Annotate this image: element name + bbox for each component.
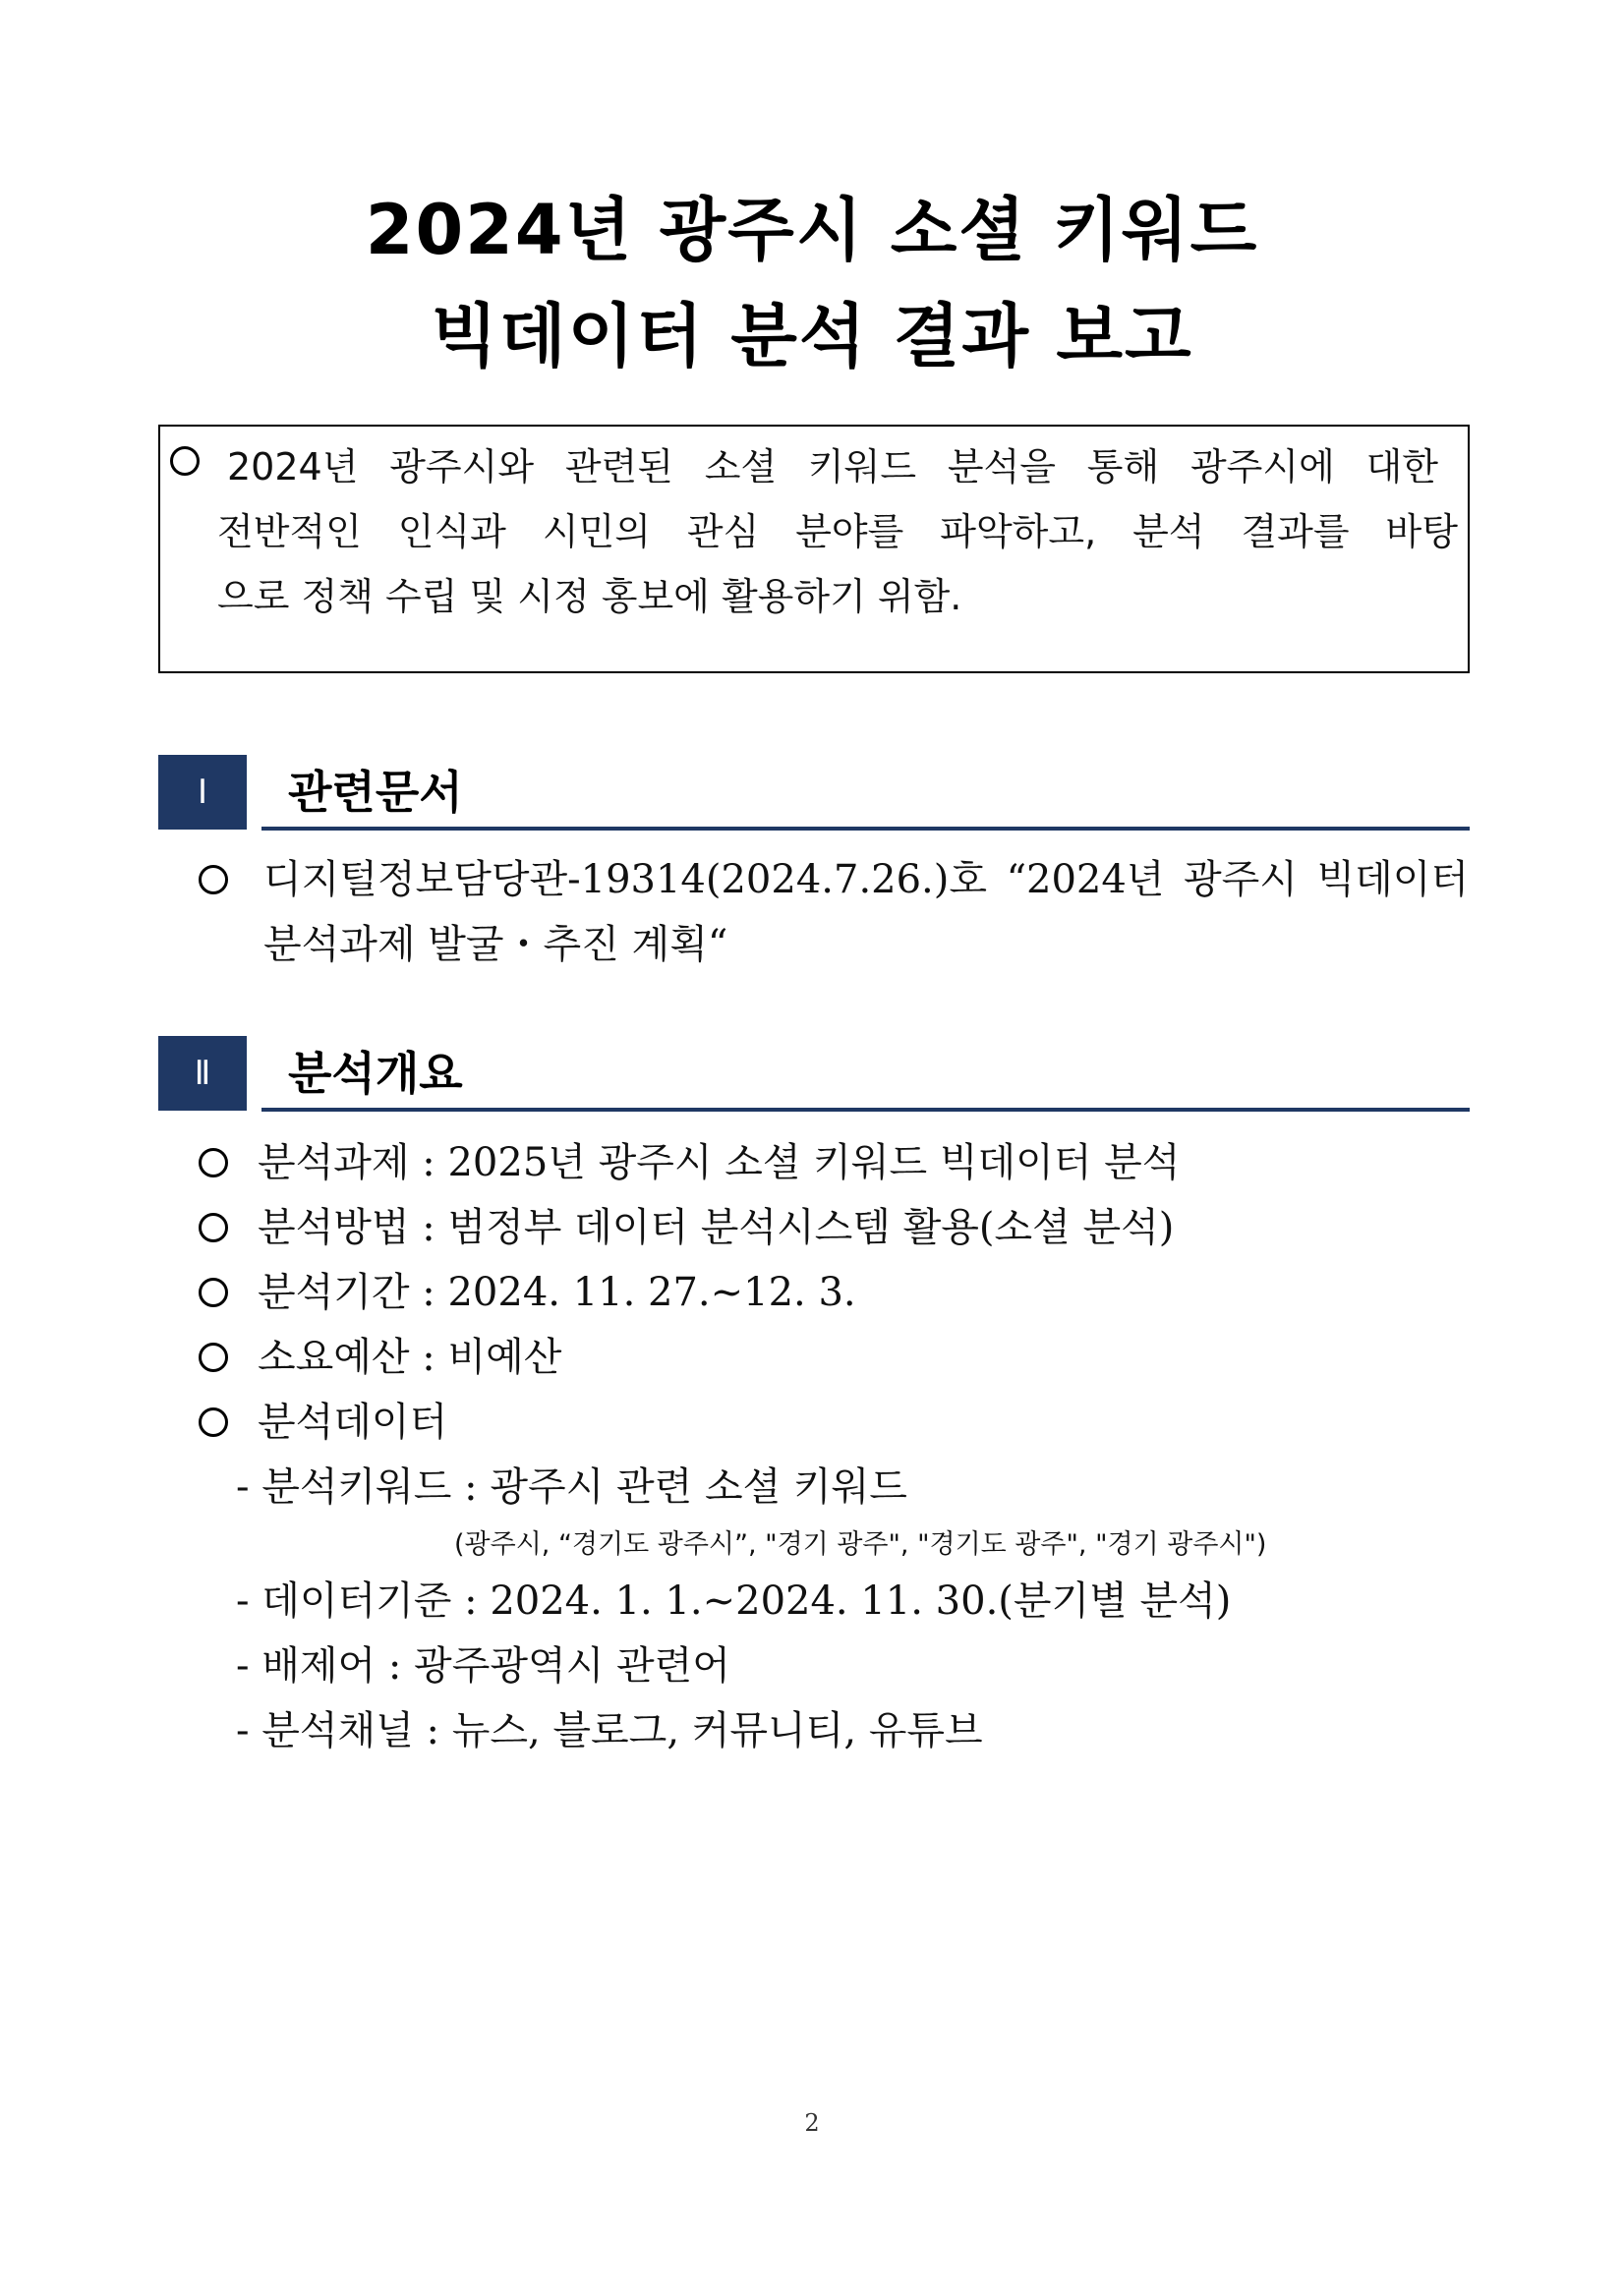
- word: 파악하고,: [940, 510, 1097, 553]
- word: 전반적인: [217, 510, 362, 553]
- overview-item-task: 분석과제 : 2025년 광주시 소셜 키워드 빅데이터 분석: [258, 1140, 1181, 1185]
- hollow-circle-bullet-icon: [199, 1148, 228, 1177]
- word: 결과를: [1241, 510, 1350, 553]
- related-document-line-1: [263, 847, 1469, 912]
- word: 인식과: [397, 510, 506, 553]
- summary-line-3: 으로 정책 수립 및 시정 홍보에 활용하기 위함.: [217, 575, 962, 618]
- overview-item-budget: 소요예산 : 비예산: [258, 1335, 562, 1380]
- section-number-badge: Ⅱ: [158, 1036, 247, 1111]
- word: 2024년: [227, 445, 359, 488]
- related-document-line-2: 분석과제 발굴・추진 계획“: [263, 922, 728, 967]
- word: 빅데이터: [1316, 857, 1469, 902]
- word: 분석: [1132, 510, 1205, 553]
- word: 분석을: [947, 445, 1056, 488]
- section-number-badge: Ⅰ: [158, 755, 247, 830]
- hollow-circle-bullet-icon: [199, 1278, 228, 1307]
- section-header-related-documents: [158, 755, 1470, 830]
- word: 광주시: [1183, 857, 1298, 902]
- word: 분야를: [795, 510, 904, 553]
- word: 통해: [1086, 445, 1160, 488]
- hollow-circle-bullet-icon: [199, 865, 228, 894]
- overview-item-data: 분석데이터: [258, 1400, 448, 1445]
- section-header-analysis-overview: [158, 1036, 1470, 1111]
- summary-line-2: [217, 499, 1458, 564]
- sub-item-keywords: - 분석키워드 : 광주시 관련 소셜 키워드: [236, 1464, 907, 1510]
- hollow-circle-bullet-icon: [199, 1343, 228, 1372]
- summary-box: [158, 425, 1470, 673]
- hollow-circle-bullet-icon: [199, 1213, 228, 1242]
- word: 키워드: [807, 445, 917, 488]
- word: 바탕: [1385, 510, 1458, 553]
- word: 대한: [1365, 445, 1438, 488]
- word: 소셜: [704, 445, 778, 488]
- word: 광주시에: [1189, 445, 1335, 488]
- sub-item-excluded-words: - 배제어 : 광주광역시 관련어: [236, 1643, 730, 1689]
- page-number: 2: [804, 2109, 820, 2137]
- sub-item-data-basis: - 데이터기준 : 2024. 1. 1.~2024. 11. 30.(분기별 분석): [236, 1578, 1232, 1624]
- word: 광주시와: [389, 445, 535, 488]
- summary-line-1: [227, 434, 1438, 499]
- word: “2024년: [1006, 857, 1165, 902]
- word: 디지털정보담당관-19314(2024.7.26.)호: [263, 857, 988, 902]
- keyword-note: (광주시, “경기도 광주시”, "경기 광주", "경기도 광주", "경기 광주시"): [454, 1529, 1267, 1560]
- section-divider: [261, 827, 1470, 831]
- document-title: [0, 177, 1624, 389]
- title-line-1: 2024년 광주시 소셜 키워드: [365, 190, 1259, 270]
- section-title: 분석개요: [288, 1047, 463, 1100]
- word: 관련된: [564, 445, 673, 488]
- word: 관심: [686, 510, 760, 553]
- title-line-2: 빅데이터 분석 결과 보고: [431, 296, 1193, 376]
- section-divider: [261, 1108, 1470, 1112]
- overview-item-method: 분석방법 : 범정부 데이터 분석시스템 활용(소셜 분석): [258, 1205, 1175, 1250]
- hollow-circle-bullet-icon: [199, 1407, 228, 1437]
- hollow-circle-bullet-icon: [170, 446, 200, 476]
- section-title: 관련문서: [288, 766, 463, 819]
- sub-item-channels: - 분석채널 : 뉴스, 블로그, 커뮤니티, 유튜브: [236, 1708, 983, 1753]
- overview-item-period: 분석기간 : 2024. 11. 27.~12. 3.: [258, 1270, 856, 1315]
- word: 시민의: [542, 510, 651, 553]
